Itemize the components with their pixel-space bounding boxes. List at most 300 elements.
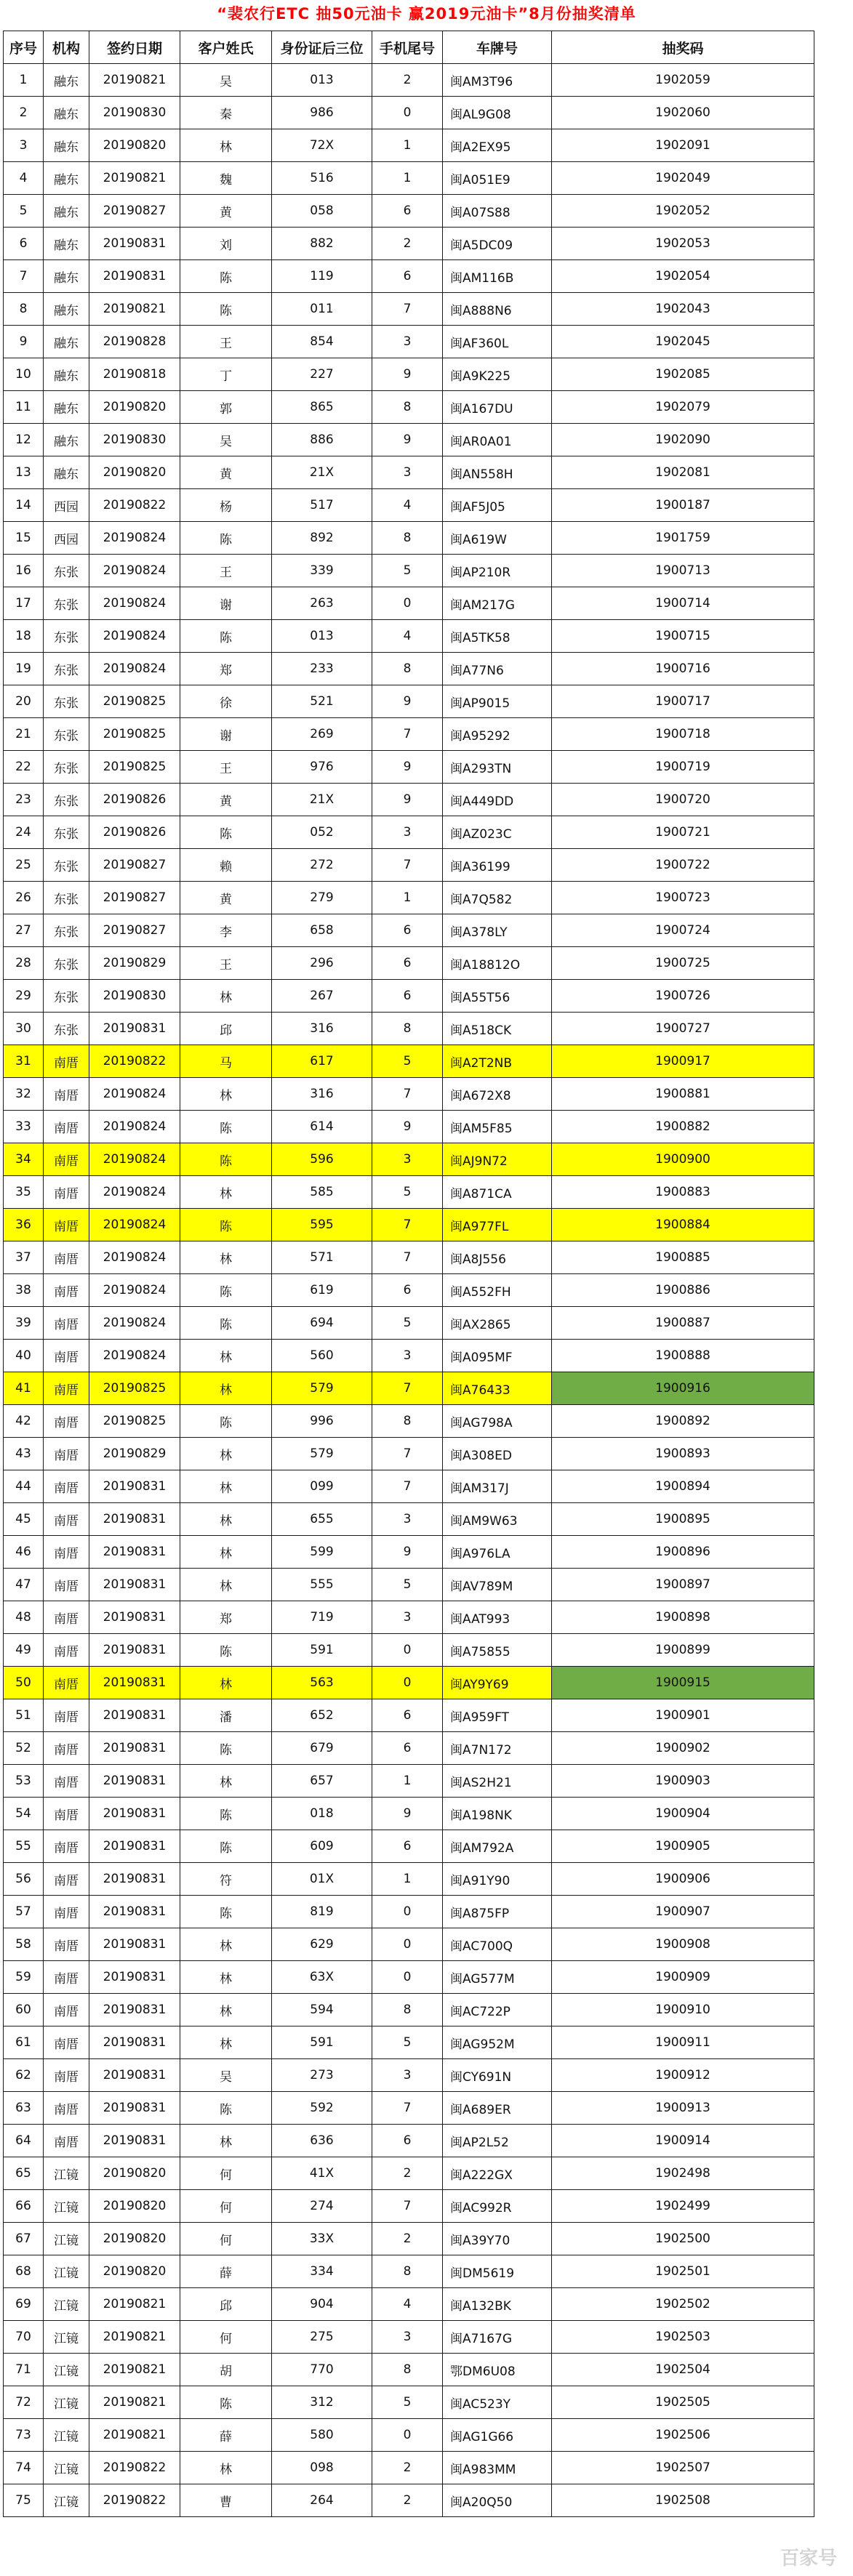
cell-index: 53 [4, 1765, 44, 1798]
cell-index: 6 [4, 228, 44, 260]
cell-index: 75 [4, 2484, 44, 2517]
cell-lottery-code: 1902507 [552, 2452, 814, 2484]
cell-branch: 南厝 [44, 1863, 89, 1896]
cell-id-last3: 312 [272, 2386, 372, 2419]
cell-branch: 江镜 [44, 2484, 89, 2517]
cell-branch: 南厝 [44, 1111, 89, 1143]
cell-id-last3: 269 [272, 718, 372, 751]
cell-phone-tail: 5 [372, 555, 443, 587]
cell-lottery-code: 1902053 [552, 228, 814, 260]
cell-id-last3: 904 [272, 2288, 372, 2321]
cell-surname: 陈 [180, 1896, 272, 1928]
cell-surname: 陈 [180, 1209, 272, 1241]
cell-sign-date: 20190831 [89, 1863, 180, 1896]
cell-surname: 陈 [180, 1405, 272, 1438]
cell-sign-date: 20190821 [89, 2354, 180, 2386]
cell-index: 31 [4, 1045, 44, 1078]
cell-id-last3: 854 [272, 326, 372, 358]
cell-phone-tail: 2 [372, 2157, 443, 2190]
cell-surname: 谢 [180, 587, 272, 620]
cell-index: 14 [4, 489, 44, 522]
cell-surname: 郭 [180, 391, 272, 424]
cell-plate: 闽AC523Y [443, 2386, 552, 2419]
cell-id-last3: 658 [272, 914, 372, 947]
cell-branch: 东张 [44, 685, 89, 718]
cell-id-last3: 334 [272, 2255, 372, 2288]
cell-plate: 闽A619W [443, 522, 552, 555]
table-row [4, 2092, 814, 2125]
table-row [4, 228, 814, 260]
cell-index: 13 [4, 456, 44, 489]
cell-index: 70 [4, 2321, 44, 2354]
cell-index: 1 [4, 64, 44, 97]
cell-branch: 南厝 [44, 1307, 89, 1340]
cell-id-last3: 599 [272, 1536, 372, 1569]
cell-id-last3: 21X [272, 456, 372, 489]
cell-phone-tail: 7 [372, 2092, 443, 2125]
cell-branch: 南厝 [44, 1241, 89, 1274]
cell-sign-date: 20190826 [89, 816, 180, 849]
cell-index: 18 [4, 620, 44, 653]
cell-phone-tail: 5 [372, 1045, 443, 1078]
cell-lottery-code: 1902059 [552, 64, 814, 97]
cell-plate: 闽AC722P [443, 1994, 552, 2026]
table-row [4, 129, 814, 162]
cell-phone-tail: 7 [372, 1241, 443, 1274]
cell-id-last3: 279 [272, 882, 372, 914]
table-row [4, 1438, 814, 1470]
cell-plate: 闽A55T56 [443, 980, 552, 1013]
cell-surname: 林 [180, 2125, 272, 2157]
cell-lottery-code: 1902043 [552, 293, 814, 326]
cell-sign-date: 20190827 [89, 914, 180, 947]
cell-phone-tail: 9 [372, 784, 443, 816]
cell-index: 67 [4, 2223, 44, 2255]
cell-sign-date: 20190824 [89, 1143, 180, 1176]
cell-phone-tail: 3 [372, 1143, 443, 1176]
cell-lottery-code: 1902500 [552, 2223, 814, 2255]
cell-plate: 闽A672X8 [443, 1078, 552, 1111]
cell-plate: 闽A976LA [443, 1536, 552, 1569]
cell-sign-date: 20190831 [89, 1896, 180, 1928]
cell-phone-tail: 2 [372, 64, 443, 97]
cell-sign-date: 20190824 [89, 1078, 180, 1111]
cell-id-last3: 585 [272, 1176, 372, 1209]
cell-plate: 闽A293TN [443, 751, 552, 784]
cell-plate: 闽A7N172 [443, 1732, 552, 1765]
cell-id-last3: 099 [272, 1470, 372, 1503]
cell-plate: 闽A871CA [443, 1176, 552, 1209]
cell-lottery-code: 1900898 [552, 1601, 814, 1634]
cell-sign-date: 20190831 [89, 1536, 180, 1569]
cell-surname: 李 [180, 914, 272, 947]
col-header-surname: 客户姓氏 [180, 31, 272, 64]
cell-index: 73 [4, 2419, 44, 2452]
cell-lottery-code: 1902501 [552, 2255, 814, 2288]
cell-lottery-code: 1900906 [552, 1863, 814, 1896]
cell-id-last3: 719 [272, 1601, 372, 1634]
cell-index: 65 [4, 2157, 44, 2190]
cell-index: 45 [4, 1503, 44, 1536]
table-row [4, 1503, 814, 1536]
cell-plate: 闽A095MF [443, 1340, 552, 1372]
col-header-plate: 车牌号 [443, 31, 552, 64]
cell-plate: 闽A91Y90 [443, 1863, 552, 1896]
cell-id-last3: 058 [272, 195, 372, 228]
cell-index: 50 [4, 1667, 44, 1699]
cell-id-last3: 614 [272, 1111, 372, 1143]
cell-lottery-code: 1900724 [552, 914, 814, 947]
cell-index: 57 [4, 1896, 44, 1928]
cell-id-last3: 592 [272, 2092, 372, 2125]
col-header-phone-tail: 手机尾号 [372, 31, 443, 64]
cell-phone-tail: 0 [372, 97, 443, 129]
cell-plate: 闽A198NK [443, 1798, 552, 1830]
table-row [4, 1798, 814, 1830]
cell-surname: 林 [180, 1961, 272, 1994]
cell-plate: 闽AY9Y69 [443, 1667, 552, 1699]
cell-phone-tail: 3 [372, 816, 443, 849]
cell-id-last3: 316 [272, 1013, 372, 1045]
cell-branch: 南厝 [44, 1634, 89, 1667]
cell-branch: 江镜 [44, 2321, 89, 2354]
cell-sign-date: 20190820 [89, 2190, 180, 2223]
cell-surname: 吴 [180, 2059, 272, 2092]
cell-surname: 符 [180, 1863, 272, 1896]
cell-index: 10 [4, 358, 44, 391]
cell-surname: 陈 [180, 1307, 272, 1340]
cell-surname: 薛 [180, 2255, 272, 2288]
cell-index: 58 [4, 1928, 44, 1961]
table-row [4, 1013, 814, 1045]
cell-surname: 陈 [180, 1143, 272, 1176]
cell-phone-tail: 5 [372, 1176, 443, 1209]
cell-branch: 江镜 [44, 2223, 89, 2255]
cell-sign-date: 20190824 [89, 522, 180, 555]
cell-id-last3: 33X [272, 2223, 372, 2255]
lottery-table [3, 31, 814, 2517]
cell-index: 9 [4, 326, 44, 358]
cell-index: 68 [4, 2255, 44, 2288]
table-row [4, 2354, 814, 2386]
cell-branch: 南厝 [44, 1667, 89, 1699]
cell-id-last3: 098 [272, 2452, 372, 2484]
cell-plate: 闽AM792A [443, 1830, 552, 1863]
table-row [4, 1569, 814, 1601]
cell-id-last3: 579 [272, 1438, 372, 1470]
cell-branch: 江镜 [44, 2452, 89, 2484]
table-row [4, 718, 814, 751]
cell-phone-tail: 8 [372, 391, 443, 424]
cell-sign-date: 20190831 [89, 228, 180, 260]
cell-index: 15 [4, 522, 44, 555]
cell-branch: 南厝 [44, 1274, 89, 1307]
cell-sign-date: 20190821 [89, 293, 180, 326]
table-row [4, 2223, 814, 2255]
cell-id-last3: 580 [272, 2419, 372, 2452]
cell-phone-tail: 7 [372, 2190, 443, 2223]
cell-sign-date: 20190827 [89, 195, 180, 228]
cell-phone-tail: 8 [372, 1994, 443, 2026]
table-row [4, 1340, 814, 1372]
table-row [4, 1307, 814, 1340]
cell-index: 74 [4, 2452, 44, 2484]
cell-phone-tail: 2 [372, 2223, 443, 2255]
cell-sign-date: 20190822 [89, 2484, 180, 2517]
table-row [4, 2419, 814, 2452]
cell-lottery-code: 1900719 [552, 751, 814, 784]
cell-plate: 闽AG798A [443, 1405, 552, 1438]
cell-lottery-code: 1902052 [552, 195, 814, 228]
cell-index: 16 [4, 555, 44, 587]
cell-surname: 林 [180, 1994, 272, 2026]
cell-lottery-code: 1900899 [552, 1634, 814, 1667]
header-row [4, 31, 814, 64]
cell-id-last3: 986 [272, 97, 372, 129]
cell-plate: 闽AV789M [443, 1569, 552, 1601]
cell-sign-date: 20190824 [89, 1307, 180, 1340]
cell-id-last3: 652 [272, 1699, 372, 1732]
cell-phone-tail: 1 [372, 1863, 443, 1896]
cell-branch: 东张 [44, 816, 89, 849]
cell-index: 29 [4, 980, 44, 1013]
cell-plate: 闽A449DD [443, 784, 552, 816]
cell-phone-tail: 0 [372, 1667, 443, 1699]
cell-id-last3: 119 [272, 260, 372, 293]
cell-branch: 融东 [44, 293, 89, 326]
cell-plate: 闽A8J556 [443, 1241, 552, 1274]
cell-branch: 南厝 [44, 1601, 89, 1634]
cell-phone-tail: 3 [372, 1601, 443, 1634]
cell-sign-date: 20190824 [89, 1176, 180, 1209]
cell-lottery-code: 1902502 [552, 2288, 814, 2321]
cell-branch: 南厝 [44, 2092, 89, 2125]
cell-id-last3: 629 [272, 1928, 372, 1961]
cell-branch: 南厝 [44, 1765, 89, 1798]
cell-lottery-code: 1900912 [552, 2059, 814, 2092]
cell-surname: 陈 [180, 1798, 272, 1830]
cell-sign-date: 20190831 [89, 1470, 180, 1503]
cell-surname: 刘 [180, 228, 272, 260]
cell-lottery-code: 1900713 [552, 555, 814, 587]
cell-sign-date: 20190821 [89, 2321, 180, 2354]
table-row [4, 391, 814, 424]
cell-plate: 闽A552FH [443, 1274, 552, 1307]
cell-lottery-code: 1900916 [552, 1372, 814, 1405]
cell-branch: 南厝 [44, 1372, 89, 1405]
cell-plate: 鄂DM6U08 [443, 2354, 552, 2386]
cell-plate: 闽A77N6 [443, 653, 552, 685]
table-row [4, 947, 814, 980]
cell-id-last3: 865 [272, 391, 372, 424]
cell-lottery-code: 1902054 [552, 260, 814, 293]
cell-plate: 闽A308ED [443, 1438, 552, 1470]
cell-phone-tail: 8 [372, 2255, 443, 2288]
table-row [4, 2452, 814, 2484]
table-row [4, 653, 814, 685]
cell-branch: 南厝 [44, 1176, 89, 1209]
cell-lottery-code: 1900908 [552, 1928, 814, 1961]
cell-phone-tail: 1 [372, 162, 443, 195]
cell-sign-date: 20190831 [89, 1569, 180, 1601]
cell-phone-tail: 0 [372, 587, 443, 620]
table-row [4, 2321, 814, 2354]
cell-plate: 闽AG577M [443, 1961, 552, 1994]
cell-plate: 闽A18812O [443, 947, 552, 980]
cell-lottery-code: 1902045 [552, 326, 814, 358]
table-row [4, 97, 814, 129]
cell-plate: 闽A875FP [443, 1896, 552, 1928]
cell-lottery-code: 1902498 [552, 2157, 814, 2190]
cell-lottery-code: 1900901 [552, 1699, 814, 1732]
cell-lottery-code: 1900897 [552, 1569, 814, 1601]
cell-index: 11 [4, 391, 44, 424]
table-row [4, 816, 814, 849]
cell-phone-tail: 6 [372, 1732, 443, 1765]
cell-lottery-code: 1902505 [552, 2386, 814, 2419]
cell-surname: 陈 [180, 293, 272, 326]
cell-branch: 融东 [44, 97, 89, 129]
cell-index: 43 [4, 1438, 44, 1470]
cell-sign-date: 20190831 [89, 1634, 180, 1667]
cell-index: 56 [4, 1863, 44, 1896]
cell-surname: 黄 [180, 784, 272, 816]
cell-branch: 江镜 [44, 2386, 89, 2419]
cell-sign-date: 20190821 [89, 2386, 180, 2419]
cell-plate: 闽AP9015 [443, 685, 552, 718]
cell-plate: 闽AG1G66 [443, 2419, 552, 2452]
cell-phone-tail: 9 [372, 1536, 443, 1569]
table-row [4, 1830, 814, 1863]
cell-plate: 闽AZ023C [443, 816, 552, 849]
cell-lottery-code: 1900882 [552, 1111, 814, 1143]
cell-sign-date: 20190818 [89, 358, 180, 391]
table-row [4, 1994, 814, 2026]
cell-branch: 南厝 [44, 1503, 89, 1536]
cell-surname: 林 [180, 1176, 272, 1209]
cell-plate: 闽A518CK [443, 1013, 552, 1045]
cell-branch: 南厝 [44, 2059, 89, 2092]
cell-sign-date: 20190831 [89, 1013, 180, 1045]
cell-phone-tail: 6 [372, 2125, 443, 2157]
cell-lottery-code: 1900887 [552, 1307, 814, 1340]
cell-branch: 江镜 [44, 2157, 89, 2190]
cell-plate: 闽A2EX95 [443, 129, 552, 162]
cell-index: 20 [4, 685, 44, 718]
cell-id-last3: 657 [272, 1765, 372, 1798]
cell-plate: 闽AF5J05 [443, 489, 552, 522]
cell-lottery-code: 1900725 [552, 947, 814, 980]
cell-id-last3: 011 [272, 293, 372, 326]
cell-sign-date: 20190831 [89, 1699, 180, 1732]
cell-index: 39 [4, 1307, 44, 1340]
cell-index: 34 [4, 1143, 44, 1176]
cell-index: 27 [4, 914, 44, 947]
table-row [4, 882, 814, 914]
cell-phone-tail: 9 [372, 751, 443, 784]
cell-index: 33 [4, 1111, 44, 1143]
cell-branch: 南厝 [44, 1438, 89, 1470]
table-row [4, 1634, 814, 1667]
cell-phone-tail: 3 [372, 1340, 443, 1372]
table-row [4, 784, 814, 816]
cell-index: 12 [4, 424, 44, 456]
cell-lottery-code: 1900881 [552, 1078, 814, 1111]
cell-index: 4 [4, 162, 44, 195]
cell-plate: 闽AP2L52 [443, 2125, 552, 2157]
cell-index: 17 [4, 587, 44, 620]
cell-plate: 闽A983MM [443, 2452, 552, 2484]
cell-surname: 陈 [180, 1634, 272, 1667]
cell-lottery-code: 1902090 [552, 424, 814, 456]
cell-lottery-code: 1900187 [552, 489, 814, 522]
cell-plate: 闽AM116B [443, 260, 552, 293]
cell-surname: 陈 [180, 2386, 272, 2419]
cell-index: 55 [4, 1830, 44, 1863]
cell-index: 37 [4, 1241, 44, 1274]
cell-index: 3 [4, 129, 44, 162]
table-row [4, 326, 814, 358]
cell-lottery-code: 1900715 [552, 620, 814, 653]
cell-branch: 融东 [44, 424, 89, 456]
cell-plate: 闽AC700Q [443, 1928, 552, 1961]
cell-branch: 南厝 [44, 1961, 89, 1994]
cell-index: 49 [4, 1634, 44, 1667]
table-row [4, 1699, 814, 1732]
cell-index: 59 [4, 1961, 44, 1994]
cell-branch: 南厝 [44, 1994, 89, 2026]
cell-branch: 西园 [44, 489, 89, 522]
watermark: 百家号 [780, 2548, 837, 2569]
cell-branch: 融东 [44, 260, 89, 293]
cell-index: 72 [4, 2386, 44, 2419]
col-header-lottery-code: 抽奖码 [552, 31, 814, 64]
cell-phone-tail: 7 [372, 849, 443, 882]
cell-branch: 南厝 [44, 1405, 89, 1438]
cell-plate: 闽AS2H21 [443, 1765, 552, 1798]
cell-index: 19 [4, 653, 44, 685]
cell-id-last3: 555 [272, 1569, 372, 1601]
cell-branch: 东张 [44, 718, 89, 751]
table-row [4, 751, 814, 784]
cell-sign-date: 20190828 [89, 326, 180, 358]
cell-plate: 闽AG952M [443, 2026, 552, 2059]
table-row [4, 456, 814, 489]
cell-id-last3: 560 [272, 1340, 372, 1372]
cell-index: 51 [4, 1699, 44, 1732]
cell-surname: 陈 [180, 620, 272, 653]
cell-sign-date: 20190830 [89, 980, 180, 1013]
col-header-index: 序号 [4, 31, 44, 64]
cell-plate: 闽A75855 [443, 1634, 552, 1667]
cell-surname: 谢 [180, 718, 272, 751]
cell-index: 63 [4, 2092, 44, 2125]
cell-branch: 江镜 [44, 2255, 89, 2288]
table-row [4, 2190, 814, 2223]
cell-branch: 东张 [44, 1013, 89, 1045]
cell-id-last3: 013 [272, 64, 372, 97]
cell-lottery-code: 1902508 [552, 2484, 814, 2517]
cell-branch: 南厝 [44, 2026, 89, 2059]
cell-id-last3: 886 [272, 424, 372, 456]
table-row [4, 2157, 814, 2190]
cell-lottery-code: 1902506 [552, 2419, 814, 2452]
cell-id-last3: 316 [272, 1078, 372, 1111]
table-row [4, 914, 814, 947]
cell-plate: 闽A7167G [443, 2321, 552, 2354]
cell-sign-date: 20190824 [89, 653, 180, 685]
cell-index: 5 [4, 195, 44, 228]
